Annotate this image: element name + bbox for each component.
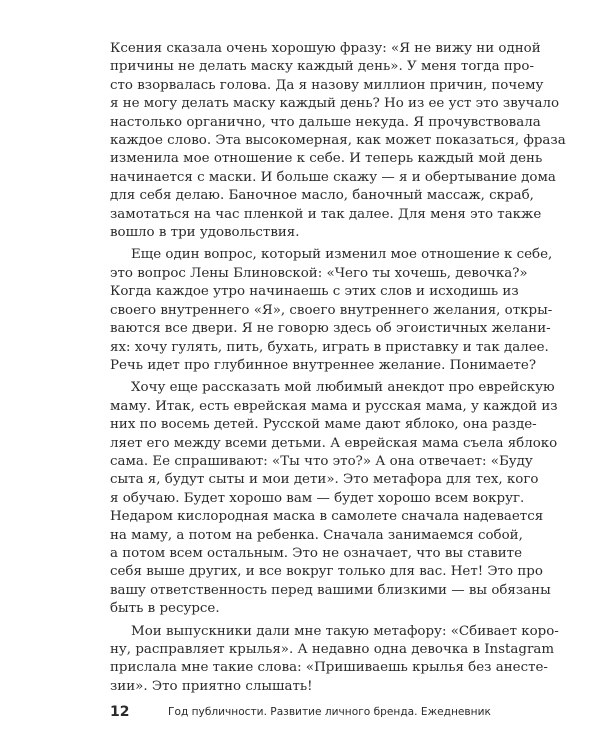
paragraph-4 bbox=[110, 623, 559, 697]
text-line: зии». Это приятно слышать! bbox=[110, 678, 313, 694]
text-line: каждое слово. Эта высокомерная, как может показаться, фраза bbox=[110, 133, 566, 149]
text-line: Хочу еще рассказать мой любимый анекдот про еврейскую bbox=[131, 380, 555, 396]
page-number: 12 bbox=[110, 704, 130, 720]
paragraph-1 bbox=[110, 40, 566, 242]
text-line: на маму, а потом на ребенка. Сначала занимаемся собой, bbox=[110, 527, 523, 543]
text-line: причины не делать маску каждый день». У меня тогда про- bbox=[110, 59, 534, 75]
page-footer bbox=[110, 704, 510, 724]
text-line: для себя делаю. Баночное масло, баночный массаж, скраб, bbox=[110, 188, 534, 204]
text-line: замотаться на час пленкой и так далее. Для меня это также bbox=[110, 206, 542, 222]
text-line: себя выше других, и все вокруг только для вас. Нет! Это про bbox=[110, 564, 543, 580]
text-line: ях: хочу гулять, пить, бухать, играть в приставку и так далее. bbox=[110, 339, 549, 355]
text-line: них по восемь детей. Русской маме дают яблоко, она разде- bbox=[110, 417, 537, 433]
text-line: сто взорвалась голова. Да я назову миллион причин, почему bbox=[110, 77, 544, 93]
text-line: быть в ресурсе. bbox=[110, 601, 220, 617]
text-line: своего внутреннего «Я», своего внутреннего желания, откры- bbox=[110, 302, 553, 318]
text-line: это вопрос Лены Блиновской: «Чего ты хочешь, девочка?» bbox=[110, 265, 528, 281]
text-line: Мои выпускники дали мне такую метафору: «Сбивает коро- bbox=[131, 623, 559, 639]
text-line: прислала мне такие слова: «Пришиваешь крылья без анесте- bbox=[110, 660, 548, 676]
text-line: Ксения сказала очень хорошую фразу: «Я не вижу ни одной bbox=[110, 41, 541, 56]
text-line: изменила мое отношение к себе. И теперь каждый мой день bbox=[110, 151, 543, 167]
text-line: сама. Ее спрашивают: «Ты что это?» А она отвечает: «Буду bbox=[110, 453, 533, 469]
paragraph-2 bbox=[110, 246, 553, 375]
text-line: настолько органично, что дальше некуда. Я прочувствовала bbox=[110, 114, 541, 130]
text-line: Недаром кислородная маска в самолете сначала надевается bbox=[110, 509, 544, 525]
running-title: Год публичности. Развитие личного бренда. Ежедневник bbox=[168, 706, 491, 718]
text-line: Когда каждое утро начинаешь с этих слов и исходишь из bbox=[110, 284, 519, 300]
text-line: Речь идет про глубинное внутреннее желание. Понимаете? bbox=[110, 357, 537, 373]
text-line: вашу ответственность перед вашими близкими — вы обязаны bbox=[110, 582, 551, 598]
text-line: вошло в три удовольствия. bbox=[110, 225, 300, 241]
text-line: Еще один вопрос, который изменил мое отношение к себе, bbox=[131, 247, 553, 263]
body-text bbox=[110, 40, 566, 700]
text-line: ваются все двери. Я не говорю здесь об эгоистичных желани- bbox=[110, 321, 551, 337]
text-line: а потом всем остальным. Это не означает, что вы ставите bbox=[110, 545, 523, 561]
text-line: я не могу делать маску каждый день? Но из ее уст это звучало bbox=[110, 96, 560, 112]
text-line: я обучаю. Будет хорошо вам — будет хорошо всем вокруг. bbox=[110, 490, 525, 506]
text-line: сыта я, будут сыты и мои дети». Это метафора для тех, кого bbox=[110, 472, 539, 488]
text-line: ну, расправляет крылья». А недавно одна девочка в Instagram bbox=[110, 642, 555, 657]
text-line: ляет его между всеми детьми. А еврейская мама съела яблоко bbox=[110, 435, 558, 451]
text-line: начинается с маски. И больше скажу — я и обертывание дома bbox=[110, 169, 556, 185]
paragraph-3 bbox=[110, 379, 558, 618]
text-line: маму. Итак, есть еврейская мама и русская мама, у каждой из bbox=[110, 398, 558, 414]
